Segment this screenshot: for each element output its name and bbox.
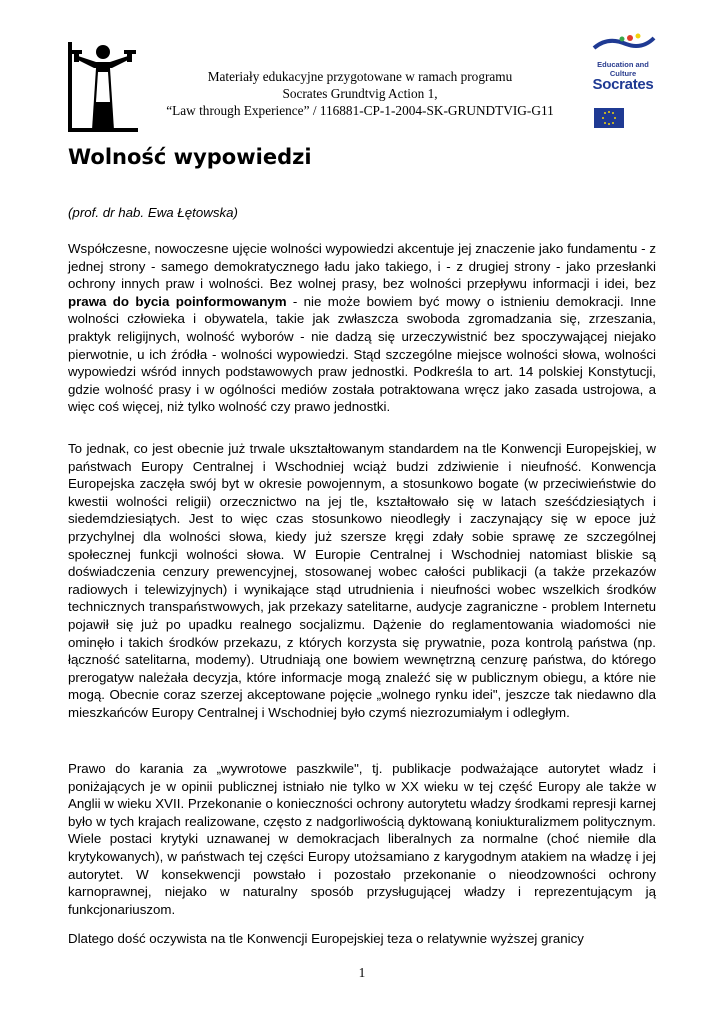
paragraph-4: Dlatego dość oczywista na tle Konwencji Europejskiej teza o relatywnie wyższej granicy [68,931,584,946]
paragraph-1 [68,240,656,416]
page-number: 1 [358,965,366,980]
paragraph-2: To jednak, co jest obecnie już trwale ukształtowanym standardem na tle Konwencji Europejskiej, w państwach Europy Centralnej i Wschodniej wciąż budzi zdziwienie i nieufność. Konwencja Europejska zaczęła swój byt w okresie powojennym, a stosunkowo bogate (w przeciwieństwie do kwestii wolności religii) orzecznictwo na jej tle, kształtowało się w latach sześćdziesiątych i siedemdziesiątych. Jest to więc czas stosunkowo nieodległy i zaczynający się w epoce już przychylnej dla wolności słowa, kiedy już szersze kręgi zdały sobie sprawę ze szczególnej społecznej funkcji wolności słowa. W Europie Centralnej i Wschodniej natomiast bliskie są doświadczenia cenzury prewencyjnej, stosowanej wobec całości publikacji (a także przekazów radiowych i telewizyjnych) i wynikające stąd utrudnienia i nieufności wobec wszelkich środków technicznych transpańsτwowych, jak przekazy satelitarne, audycje zagraniczne - problem Internetu pojawił się już po upadku realnego socjalizmu. Dążenie do reglamentowania wiadomości nie ominęło i takich środków przekazu, z których korzysta się prywatnie, poza kontrolą państwa (np. łączność satelitarna, modemy). Utrudniają one bowiem wewnętrzną cenzurę państwa, do którego prerogatyw należała decyzja, które informacje mogą znaleźć się w publicznym obiegu, a które nie mogą. Obecnie coraz szerzej akceptowane pojęcie „wolnego rynku idei", jeszcze tak niedawno dla mieszkańców Europy Centralnej i Wschodniej było czymś niezrozumiałym i odległym. [68,441,656,720]
paragraph-1-bold: prawa do bycia poinformowanym [68,293,287,309]
justice-figure-logo [68,42,138,132]
header-line-2: Socrates Grundtvig Action 1, [282,86,438,101]
document-header [140,68,580,119]
paragraph-1-text-b: - nie może bowiem być mowy o istnieniu demokracji. Inne wolności człowieka i obywatela, takie jak zwłaszcza swoboda zgromadzania się, zrzeszania, praktyk religijnych, wolność wyborów - nie dadzą się urzeczywistnić bez spoczywającej niejako pierwotnie, u ich źródła - wolności wypowiedzi. Stąd szczególne miejsce wolności słowa, wolności wypowiedzi wśród innych podstawowych praw jednostki. Podkreśla to art. 14 polskiej Konstytucji, gdzie wolność prasy i w ogólności mediów została potraktowana wręcz jako zasada ustrojowa, a więc coś więcej, niż tylko wolność czy prawo jednostki. [68,293,656,415]
socrates-logo [586,30,660,130]
header-line-3: “Law through Experience” / 116881-CP-1-2004-SK-GRUNDTVIG-G11 [166,103,554,118]
socrates-label: Socrates [592,76,654,93]
paragraph-1-text-a: Współczesne, nowoczesne ujęcie wolności wypowiedzi akcentuje jej znaczenie jako fundamentu - z jednej strony - samego demokratycznego ładu jako takiego, i - z drugiej strony - jako przesłanki ochrony innych praw i wolności. Bez wolnej prasy, bez wolności przepływu informacji i idei, bez [68,241,656,292]
header-line-1: Materiały edukacyjne przygotowane w ramach programu [207,69,513,84]
eu-flag-icon [594,108,624,128]
document-author: (prof. dr hab. Ewa Łętowska) [68,205,238,220]
document-title: Wolność wypowiedzi [68,145,312,169]
education-culture-label: Education and Culture [597,60,649,78]
education-culture-emblem-icon [586,30,660,60]
paragraph-3: Prawo do karania za „wywrotowe paszkwile", tj. publikacje podważające autorytet władz i poniżających je w opinii publicznej istniało nie tylko w XX wieku w tej część Europy ale także w Anglii w wieku XVII. Przekonanie o konieczności ochrony autorytetu władzy środkami represji karnej było w tych krajach realizowane, często z nadgorliwością dyktowaną koniukturalizmem politycznym. Wiele postaci krytyki uznawanej w demokracjach liberalnych za normalne (choć niemiłe dla krytykowanych), w państwach tej części Europy utożsamiano z karygodnym atakiem na władzę i jej autorytet. W konsekwencji powstało i pozostało przekonanie o nieodzowności ochrony karnoprawnej, niejako w naturalny sposób przysługującej władzy i reprezentującym ją funkcjonariuszom. [68,761,656,917]
